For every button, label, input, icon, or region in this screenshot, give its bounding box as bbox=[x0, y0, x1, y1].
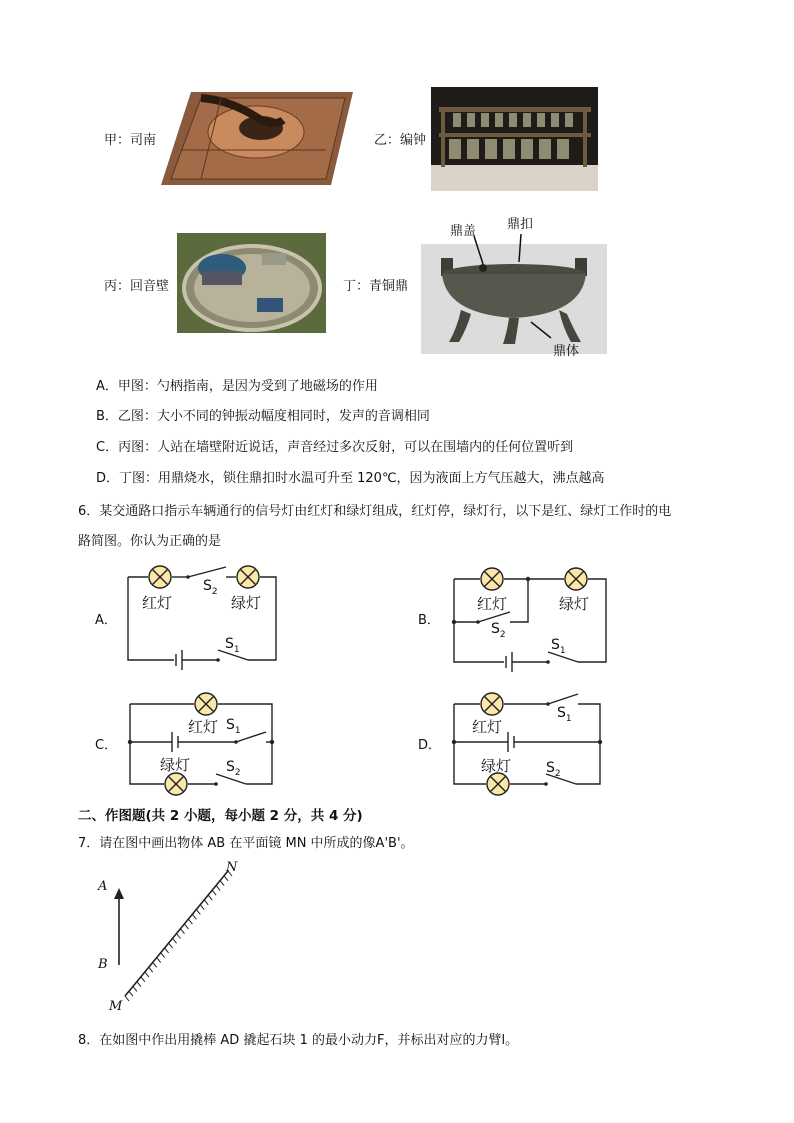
circuit-c-s2: $S_2$ bbox=[226, 759, 241, 778]
ding-cover-label: 鼎盖 bbox=[450, 224, 477, 239]
circuit-c-s1: $S_1$ bbox=[226, 717, 241, 736]
circuit-a-s1: $S_1$ bbox=[225, 636, 240, 655]
q5-option-c: C．丙图：人站在墙壁附近说话，声音经过多次反射，可以在围墙内的任何位置听到 bbox=[96, 440, 574, 455]
q7-label-a: A bbox=[98, 879, 108, 894]
q6-option-b-label: B． bbox=[418, 613, 440, 628]
circuit-a-green-label: 绿灯 bbox=[231, 594, 262, 612]
ding-button-label: 鼎扣 bbox=[507, 217, 534, 232]
q8-stem: 8．在如图中作出用撬棒 AD 撬起石块 1 的最小动力F，并标出对应的力臂l。 bbox=[78, 1033, 519, 1048]
q6-option-c-label: C． bbox=[95, 738, 118, 753]
circuit-a-red-label: 红灯 bbox=[142, 594, 173, 612]
q6-option-d-label: D． bbox=[418, 738, 442, 753]
label-jia: 甲：司南 bbox=[104, 133, 157, 148]
circuit-c-red-label: 红灯 bbox=[188, 718, 219, 736]
circuit-d-s2: $S_2$ bbox=[546, 760, 561, 779]
circuit-c-green-label: 绿灯 bbox=[160, 756, 191, 774]
q5-option-d: D．丁图：用鼎烧水，锁住鼎扣时水温可升至 120℃，因为液面上方气压越大，沸点越高 bbox=[96, 471, 605, 486]
q7-label-b: B bbox=[98, 957, 108, 972]
q5-option-b: B．乙图：大小不同的钟振动幅度相同时，发声的音调相同 bbox=[96, 409, 430, 424]
circuit-b-green-label: 绿灯 bbox=[559, 595, 590, 613]
circuit-a-s2: $S_2$ bbox=[203, 578, 218, 597]
q6-stem-line1: 6．某交通路口指示车辆通行的信号灯由红灯和绿灯组成，红灯停，绿灯行，以下是红、绿灯工作时的电 bbox=[78, 504, 672, 519]
q6-option-a-label: A． bbox=[95, 613, 117, 628]
label-ding: 丁：青铜鼎 bbox=[343, 279, 409, 294]
circuit-d-red-label: 红灯 bbox=[472, 718, 503, 736]
mirror-hatching bbox=[125, 871, 232, 1001]
label-bing: 丙：回音壁 bbox=[104, 279, 170, 294]
ding-body-label: 鼎体 bbox=[553, 344, 580, 359]
q7-stem: 7．请在图中画出物体 AB 在平面镜 MN 中所成的像A'B'。 bbox=[78, 836, 414, 851]
section-2-title: 二、作图题(共 2 小题，每小题 2 分，共 4 分) bbox=[78, 808, 363, 824]
q7-label-n: N bbox=[226, 860, 238, 875]
q6-stem-line2: 路简图。你认为正确的是 bbox=[78, 534, 222, 549]
circuit-b-red-label: 红灯 bbox=[477, 595, 508, 613]
label-yi: 乙：编钟 bbox=[374, 133, 427, 148]
circuit-d-s1: $S_1$ bbox=[557, 705, 572, 724]
circuit-b-s2: $S_2$ bbox=[491, 621, 506, 640]
q7-label-m: M bbox=[109, 999, 123, 1014]
q5-option-a: A．甲图：勺柄指南，是因为受到了地磁场的作用 bbox=[96, 379, 378, 394]
circuit-b-s1: $S_1$ bbox=[551, 637, 566, 656]
circuit-d-green-label: 绿灯 bbox=[481, 757, 512, 775]
